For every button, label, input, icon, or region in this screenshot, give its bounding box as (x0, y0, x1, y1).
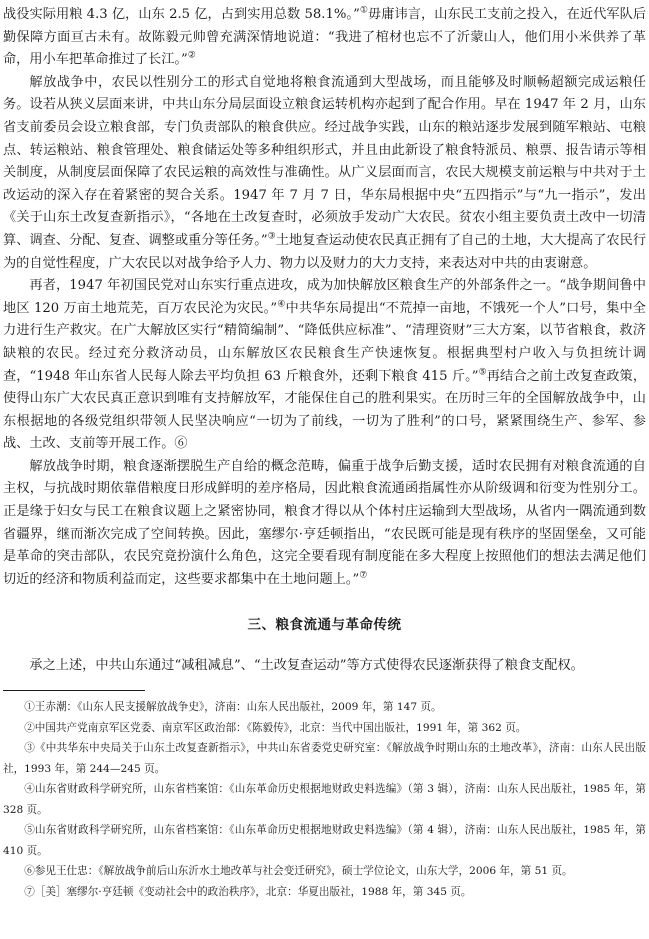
paragraph-3 (3, 275, 646, 456)
footnote-7: ⑦［美］塞缪尔·亨廷顿《变动社会中的政治秩序》，北京：华夏出版社，1988 年，第 345 页。 (24, 885, 472, 898)
paragraph-2-tail: 土地复查运动使农民真正拥有了自己的土地，大大提高了农民行为的自觉性程度，广大农民以对战争给予人力、物力以及财力的大力支持，来表达对中共的由衷谢意。 (3, 232, 647, 271)
footnote-ref-1[interactable]: ① (359, 5, 369, 16)
footnote-ref-4[interactable]: ④ (277, 299, 286, 310)
paragraph-3-text: 再者，1947 年初国民党对山东实行重点进攻，成为加快解放区粮食生产的外部条件之一。“战争期间鲁中地区 120 万亩土地荒芜，百万农民沦为灾民。” (3, 278, 646, 316)
paragraph-4-text: 解放战争时期，粮食逐渐摆脱生产自给的概念范畴，偏重于战争后勤支援，适时农民拥有对粮食流通的自主权，与抗战时期依靠借粮度日形成鲜明的差序格局，因此粮食流通函指属性亦从阶级调和衍变为性别分工。正是缘于妇女与民工在粮食议题上之紧密协同，粮食才得以从个体村庄运输到大型战场，从省内一隅流通到数省疆界，继而渐次完成了空间转换。因此，塞缪尔·亨廷顿指出，“农民既可能是现有秩序的坚固堡垒，又可能是革命的突击部队，农民究竟扮演什么角色，这完全要看现有制度能在多大程度上按照他们的想法去满足他们切近的经济和物质利益而定，这些要求都集中在土地问题上。” (3, 458, 646, 587)
footnote-ref-2[interactable]: ② (187, 50, 196, 61)
paragraph-5: 承之上述，中共山东通过“减租减息”、“土改复查运动”等方式使得农民逐渐获得了粮食支配权。 (29, 658, 584, 674)
paragraph-1 (3, 4, 646, 72)
paragraph-4 (3, 456, 646, 592)
section-heading: 三、粮食流通与革命传统 (247, 617, 402, 634)
main-text (3, 4, 646, 591)
footnote-ref-3[interactable]: ③ (267, 231, 276, 242)
footnotes (3, 697, 646, 902)
footnote-divider (3, 690, 145, 691)
footnote-6: ⑥参见王仕忠：《解放战争前后山东沂水土地改革与社会变迁研究》，硕士学位论文，山东大学，2006 年，第 51 页。 (24, 865, 573, 878)
footnote-ref-5[interactable]: ⑤ (478, 367, 487, 378)
paragraph-2 (3, 72, 646, 275)
footnote-ref-7[interactable]: ⑦ (359, 570, 368, 581)
footnote-2: ②中国共产党南京军区党委、南京军区政治部：《陈毅传》，北京：当代中国出版社，1991 年，第 362 页。 (24, 721, 527, 734)
footnote-1: ①王赤潮：《山东人民支援解放战争史》，济南：山东人民出版社，2009 年，第 147 页。 (24, 701, 442, 714)
paragraph-1-text: 战役实际用粮 4.3 亿，山东 2.5 亿，占到实用总数 58.1%。” (3, 7, 360, 22)
footnote-4: ④山东省财政科学研究所，山东省档案馆：《山东革命历史根据地财政史料选编》（第 3 辑），济南：山东人民出版社，1985 年，第 328 页。 (3, 783, 646, 816)
footnote-5: ⑤山东省财政科学研究所，山东省档案馆：《山东革命历史根据地财政史料选编》（第 4 辑），济南：山东人民出版社，1985 年，第 410 页。 (3, 824, 646, 857)
paragraph-3-tail2: 再结合之前土改复查政策，使得山东广大农民真正意识到唯有支持解放军，才能保住自己的胜利果实。在历时三年的全国解放战争中，山东根据地的各级党组织带领人民坚决响应“一切为了前线，一切为了胜利”的口号，紧紧围绕生产、参军、参战、土改、支前等开展工作。⑥ (3, 368, 647, 452)
paragraph-1-tail: 毋庸讳言，山东民工支前之投入，在近代军队后勤保障方面亘古未有。故陈毅元帅曾充满深情地说道：“我进了棺材也忘不了沂蒙山人，他们用小米供养了革命，用小车把革命推过了长江。” (3, 7, 647, 68)
paragraph-3-tail: 中共华东局提出“不荒掉一亩地，不饿死一个人”口号，集中全力进行生产救灾。在广大解放区实行“精简编制”、“降低供应标准”、“清理资财”三大方案，以节省粮食，救济缺粮的农民。经过充分救济动员，山东解放区农民粮食生产快速恢复。根据典型村户收入与负担统计调查，“1948 年山东省人民每人除去平均负担 63 斤粮食外，还剩下粮食 415 斤。” (3, 300, 646, 384)
footnote-3: ③《中共华东中央局关于山东土改复查新指示》，中共山东省委党史研究室：《解放战争时期山东的土地改革》，济南：山东人民出版社，1993 年，第 244—245 页。 (3, 742, 646, 775)
section-text (3, 655, 646, 678)
paragraph-2-text: 解放战争中，农民以性别分工的形式自觉地将粮食流通到大型战场，而且能够及时顺畅超额完成运粮任务。设若从狭义层面来讲，中共山东分局层面设立粮食运转机构亦起到了配合作用。早在 1947 年 2 月，山东省支前委员会设立粮食部，专门负责部队的粮食供应。经过战争实践，山东的粮站逐步发展到随军粮站、屯粮点、转运粮站、粮食管理处、粮食储运处等多种组织形式，并且由此新设了粮食特派员、粮票、报告请示等相关制度，从制度层面保障了农民运粮的高效性与准确性。从广义层面而言，农民大规模支前运粮与中共对于土改运动的深入存在着紧密的契合关系。1947 年 7 月 7 日，华东局根据中央“五四指示”与“九一指示”，发出《关于山东土改复查新指示》，“各地在土改复查时，必须放手发动广大农民。贫农小组主要负责土改中一切清算、调查、分配、复查、调整或重分等任务。” (3, 74, 646, 248)
